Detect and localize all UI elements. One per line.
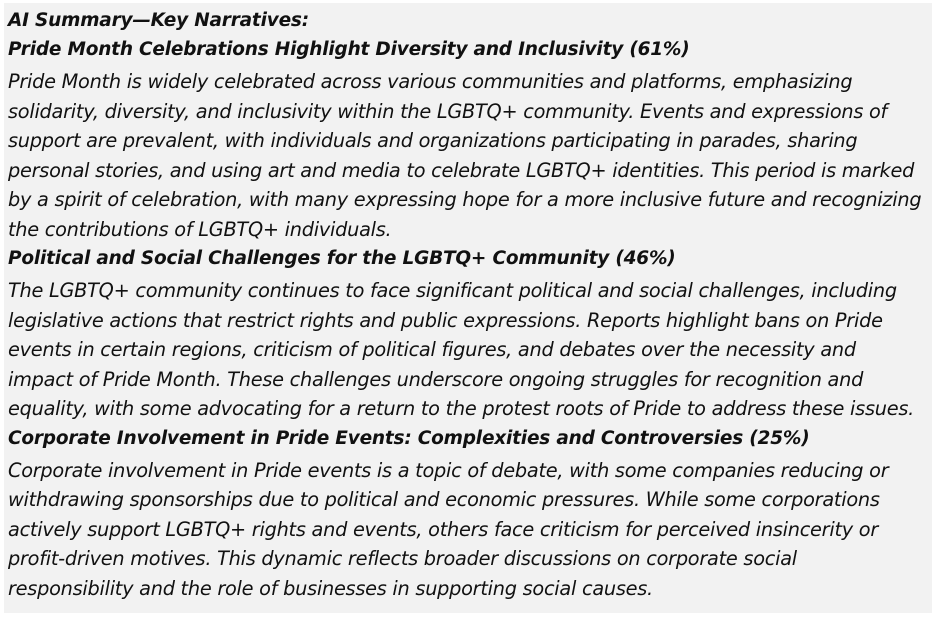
summary-title: AI Summary—Key Narratives: [8, 10, 309, 31]
narrative-heading-corporate-involvement: Corporate Involvement in Pride Events: Complexities and Controversies (25%) [8, 427, 810, 449]
narrative-body-corporate-involvement: Corporate involvement in Pride events is a topic of debate, with some companies reducing or withdrawing sponsorships due to political and economic pressures. While some corporations actively support LGBTQ+ rights and events, others face criticism for perceived insincerity or profit-driven motives. This dynamic reflects broader discussions on corporate social responsibility and the role of businesses in supporting social causes. [8, 458, 889, 600]
narrative-heading-pride-celebrations: Pride Month Celebrations Highlight Diversity and Inclusivity (61%) [8, 39, 690, 60]
narrative-heading-political-challenges: Political and Social Challenges for the LGBTQ+ Community (46%) [8, 248, 676, 269]
ai-summary-panel [4, 3, 932, 613]
narrative-body-political-challenges: The LGBTQ+ community continues to face significant political and social challenges, including legislative actions that restrict rights and public expressions. Reports highlight bans on Pride events in certain regions, criticism of political figures, and debates over the necessity and impact of Pride Month. These challenges underscore ongoing struggles for recognition and equality, with some advocating for a return to the protest roots of Pride to address these issues. [8, 279, 915, 420]
narrative-body-pride-celebrations: Pride Month is widely celebrated across various communities and platforms, emphasizing solidarity, diversity, and inclusivity within the LGBTQ+ community. Events and expressions of support are prevalent, with individuals and organizations participating in parades, sharing personal stories, and using art and media to celebrate LGBTQ+ identities. This period is marked by a spirit of celebration, with many expressing hope for a more inclusive future and recognizing the contributions of LGBTQ+ individuals. [8, 70, 922, 241]
